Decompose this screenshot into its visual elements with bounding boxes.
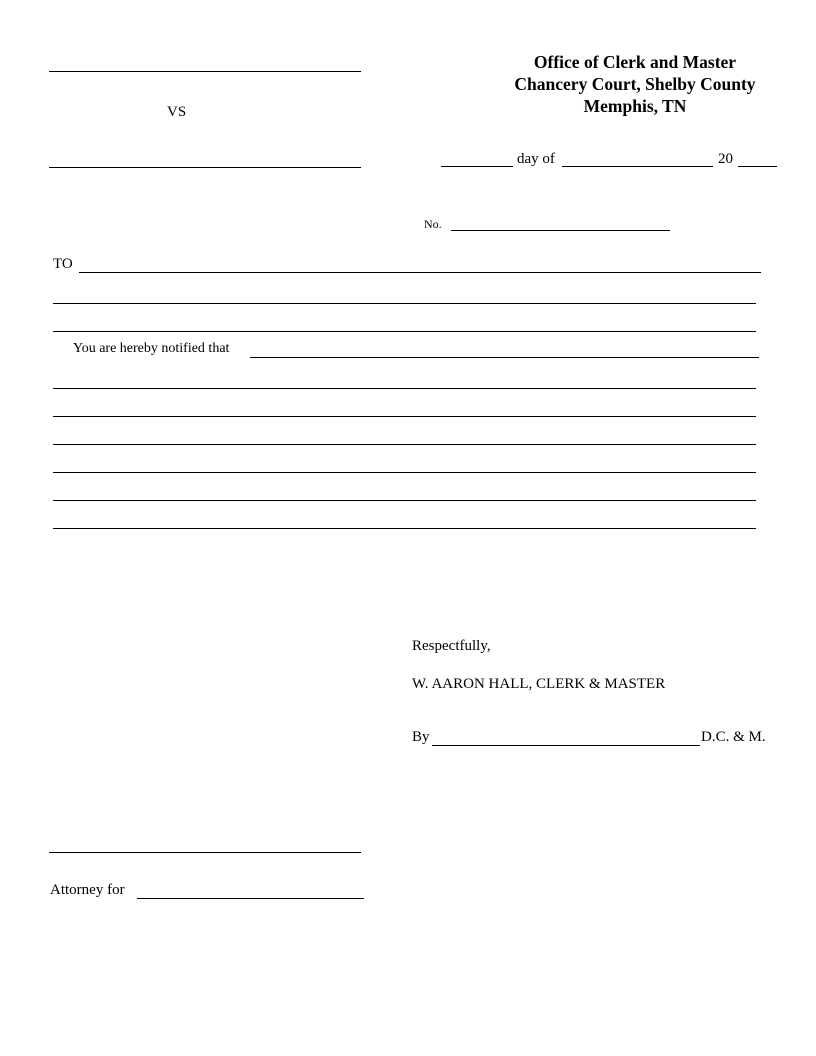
notice-line-7[interactable]	[53, 528, 756, 529]
day-line[interactable]	[441, 166, 513, 167]
attorney-for-line[interactable]	[137, 898, 364, 899]
notice-line-2[interactable]	[53, 388, 756, 389]
notice-line[interactable]	[250, 357, 759, 358]
to-line-3[interactable]	[53, 331, 756, 332]
to-label: TO	[53, 256, 73, 272]
year-line[interactable]	[738, 166, 777, 167]
header-city: Memphis, TN	[583, 96, 687, 116]
notice-line-4[interactable]	[53, 444, 756, 445]
to-line-2[interactable]	[53, 303, 756, 304]
header-court: Chancery Court, Shelby County	[514, 74, 756, 94]
deputy-title: D.C. & M.	[701, 729, 766, 745]
vs-label: VS	[167, 104, 187, 120]
notice-line-6[interactable]	[53, 500, 756, 501]
attorney-signature-line[interactable]	[49, 852, 361, 853]
by-label: By	[412, 729, 430, 745]
day-of-label: day of	[517, 151, 555, 167]
to-line[interactable]	[79, 272, 761, 273]
defendant-line[interactable]	[49, 167, 361, 168]
attorney-for-label: Attorney for	[50, 882, 125, 898]
case-number-label: No.	[424, 217, 442, 231]
case-number-line[interactable]	[451, 230, 670, 231]
month-line[interactable]	[562, 166, 713, 167]
signature-line[interactable]	[432, 745, 700, 746]
year-prefix-label: 20	[718, 151, 733, 167]
notice-line-5[interactable]	[53, 472, 756, 473]
clerk-name: W. AARON HALL, CLERK & MASTER	[412, 676, 666, 692]
notice-label: You are hereby notified that	[73, 341, 230, 356]
closing-text: Respectfully,	[412, 638, 491, 654]
plaintiff-line[interactable]	[49, 71, 361, 72]
header-office: Office of Clerk and Master	[533, 52, 737, 72]
notice-line-3[interactable]	[53, 416, 756, 417]
